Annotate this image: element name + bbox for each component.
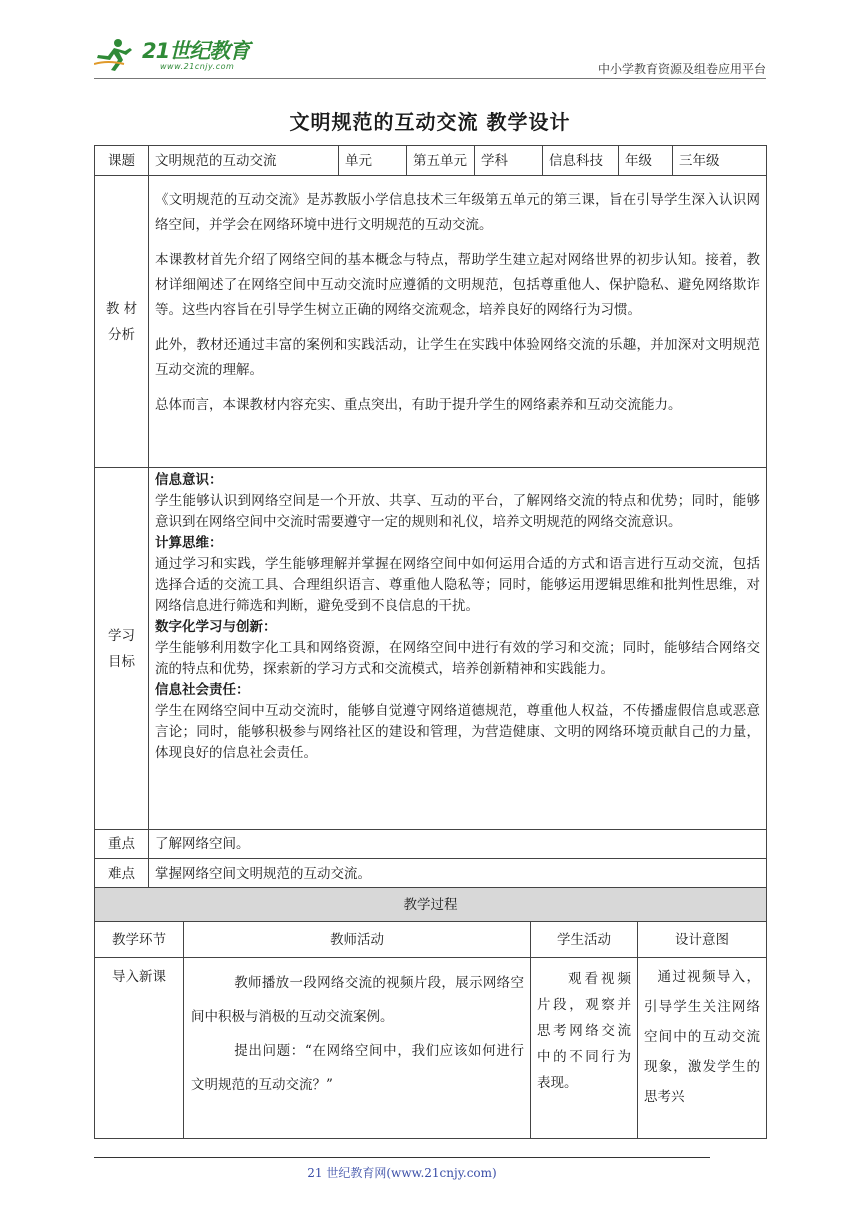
goals-content xyxy=(149,468,767,830)
goals-label-line-2: 目标 xyxy=(108,653,135,670)
process-title-row xyxy=(95,888,767,922)
key-point-text: 了解网络空间。 xyxy=(149,830,767,859)
key-point-label: 重点 xyxy=(95,830,149,859)
analysis-paragraph: 《文明规范的互动交流》是苏教版小学信息技术三年级第五单元的第三课，旨在引导学生深入认识网络空间，并学会在网络环境中进行文明规范的互动交流。 xyxy=(155,192,760,233)
column-header-intent: 设计意图 xyxy=(638,922,767,958)
teacher-activity-text: 提出问题：“在网络空间中，我们应该如何进行文明规范的互动交流？” xyxy=(191,1043,524,1093)
analysis-paragraph: 此外，教材还通过丰富的案例和实践活动，让学生在实践中体验网络交流的乐趣，并加深对文明规范互动交流的理解。 xyxy=(155,337,760,378)
document-title: 文明规范的互动交流 教学设计 xyxy=(289,110,571,134)
subject-label: 学科 xyxy=(475,146,543,176)
analysis-label-line-2: 分析 xyxy=(108,326,135,343)
goals-row xyxy=(95,468,767,830)
analysis-content xyxy=(149,176,767,468)
platform-name: 中小学教育资源及组卷应用平台 xyxy=(597,62,766,76)
teaching-process-table xyxy=(94,887,767,1139)
goal-text: 学生能够认识到网络空间是一个开放、共享、互动的平台，了解网络交流的特点和优势；同时，能够意识到在网络空间中交流时需要遵守一定的规则和礼仪，培养文明规范的网络交流意识。 xyxy=(155,493,760,530)
header-divider xyxy=(94,78,766,79)
analysis-paragraph: 总体而言，本课教材内容充实、重点突出，有助于提升学生的网络素养和互动交流能力。 xyxy=(155,397,682,413)
goal-heading: 计算思维： xyxy=(155,535,223,551)
design-intent-cell: 通过视频导入，引导学生关注网络空间中的互动交流现象，激发学生的思考兴 xyxy=(638,958,767,1139)
analysis-paragraph: 本课教材首先介绍了网络空间的基本概念与特点，帮助学生建立起对网络世界的初步认知。接着，教材详细阐述了在网络空间中互动交流时应遵循的文明规范，包括尊重他人、保护隐私、避免网络欺诈等。这些内容旨在引导学生树立正确的网络交流观念，培养良好的网络行为习惯。 xyxy=(155,252,760,318)
unit-label: 单元 xyxy=(339,146,407,176)
goal-heading: 信息意识： xyxy=(155,472,223,488)
difficulty-text: 掌握网络空间文明规范的互动交流。 xyxy=(149,859,767,889)
grade-label: 年级 xyxy=(619,146,673,176)
subject-value: 信息科技 xyxy=(543,146,619,176)
goal-text: 通过学习和实践，学生能够理解并掌握在网络空间中如何运用合适的方式和语言进行互动交流，包括选择合适的交流工具、合理组织语言、尊重他人隐私等；同时，能够运用逻辑思维和批判性思维，对网络信息进行筛选和判断，避免受到不良信息的干扰。 xyxy=(155,556,760,614)
key-point-row xyxy=(95,830,767,859)
stage-cell: 导入新课 xyxy=(95,958,184,1139)
teacher-activity-cell xyxy=(184,958,531,1139)
analysis-label-line-1: 教 材 xyxy=(105,300,138,317)
analysis-label xyxy=(95,176,149,468)
column-header-stage: 教学环节 xyxy=(95,922,184,958)
analysis-row xyxy=(95,176,767,468)
logo-url: www.21cnjy.com xyxy=(160,61,235,71)
info-row xyxy=(95,146,767,176)
goals-label-line-1: 学习 xyxy=(108,627,135,644)
runner-icon xyxy=(94,38,138,72)
logo xyxy=(94,38,249,72)
student-activity-cell: 观看视频片段，观察并思考网络交流中的不同行为表现。 xyxy=(531,958,638,1139)
page-header xyxy=(94,32,766,80)
goal-heading: 信息社会责任： xyxy=(155,682,250,698)
lesson-info-table xyxy=(94,145,767,889)
process-title: 教学过程 xyxy=(95,888,767,922)
goal-text: 学生能够利用数字化工具和网络资源，在网络空间中进行有效的学习和交流；同时，能够结合网络交流的特点和优势，探索新的学习方式和交流模式，培养创新精神和实践能力。 xyxy=(155,640,760,677)
unit-value: 第五单元 xyxy=(407,146,475,176)
teacher-activity-text: 教师播放一段网络交流的视频片段，展示网络空间中积极与消极的互动交流案例。 xyxy=(191,975,524,1025)
footer-divider xyxy=(94,1157,710,1158)
column-header-student: 学生活动 xyxy=(531,922,638,958)
goal-heading: 数字化学习与创新： xyxy=(155,619,277,635)
difficulty-row xyxy=(95,859,767,889)
logo-title: 21世纪教育 xyxy=(142,38,250,63)
topic-label: 课题 xyxy=(95,146,149,176)
process-row xyxy=(95,958,767,1139)
difficulty-label: 难点 xyxy=(95,859,149,889)
footer-text: 21 世纪教育网(www.21cnjy.com) xyxy=(307,1166,497,1180)
process-header-row xyxy=(95,922,767,958)
topic-value: 文明规范的互动交流 xyxy=(149,146,339,176)
goal-text: 学生在网络空间中互动交流时，能够自觉遵守网络道德规范，尊重他人权益，不传播虚假信息或恶意言论；同时，能够积极参与网络社区的建设和管理，为营造健康、文明的网络环境贡献自己的力量，体现良好的信息社会责任。 xyxy=(155,703,760,761)
grade-value: 三年级 xyxy=(673,146,767,176)
goals-label xyxy=(95,468,149,830)
column-header-teacher: 教师活动 xyxy=(184,922,531,958)
